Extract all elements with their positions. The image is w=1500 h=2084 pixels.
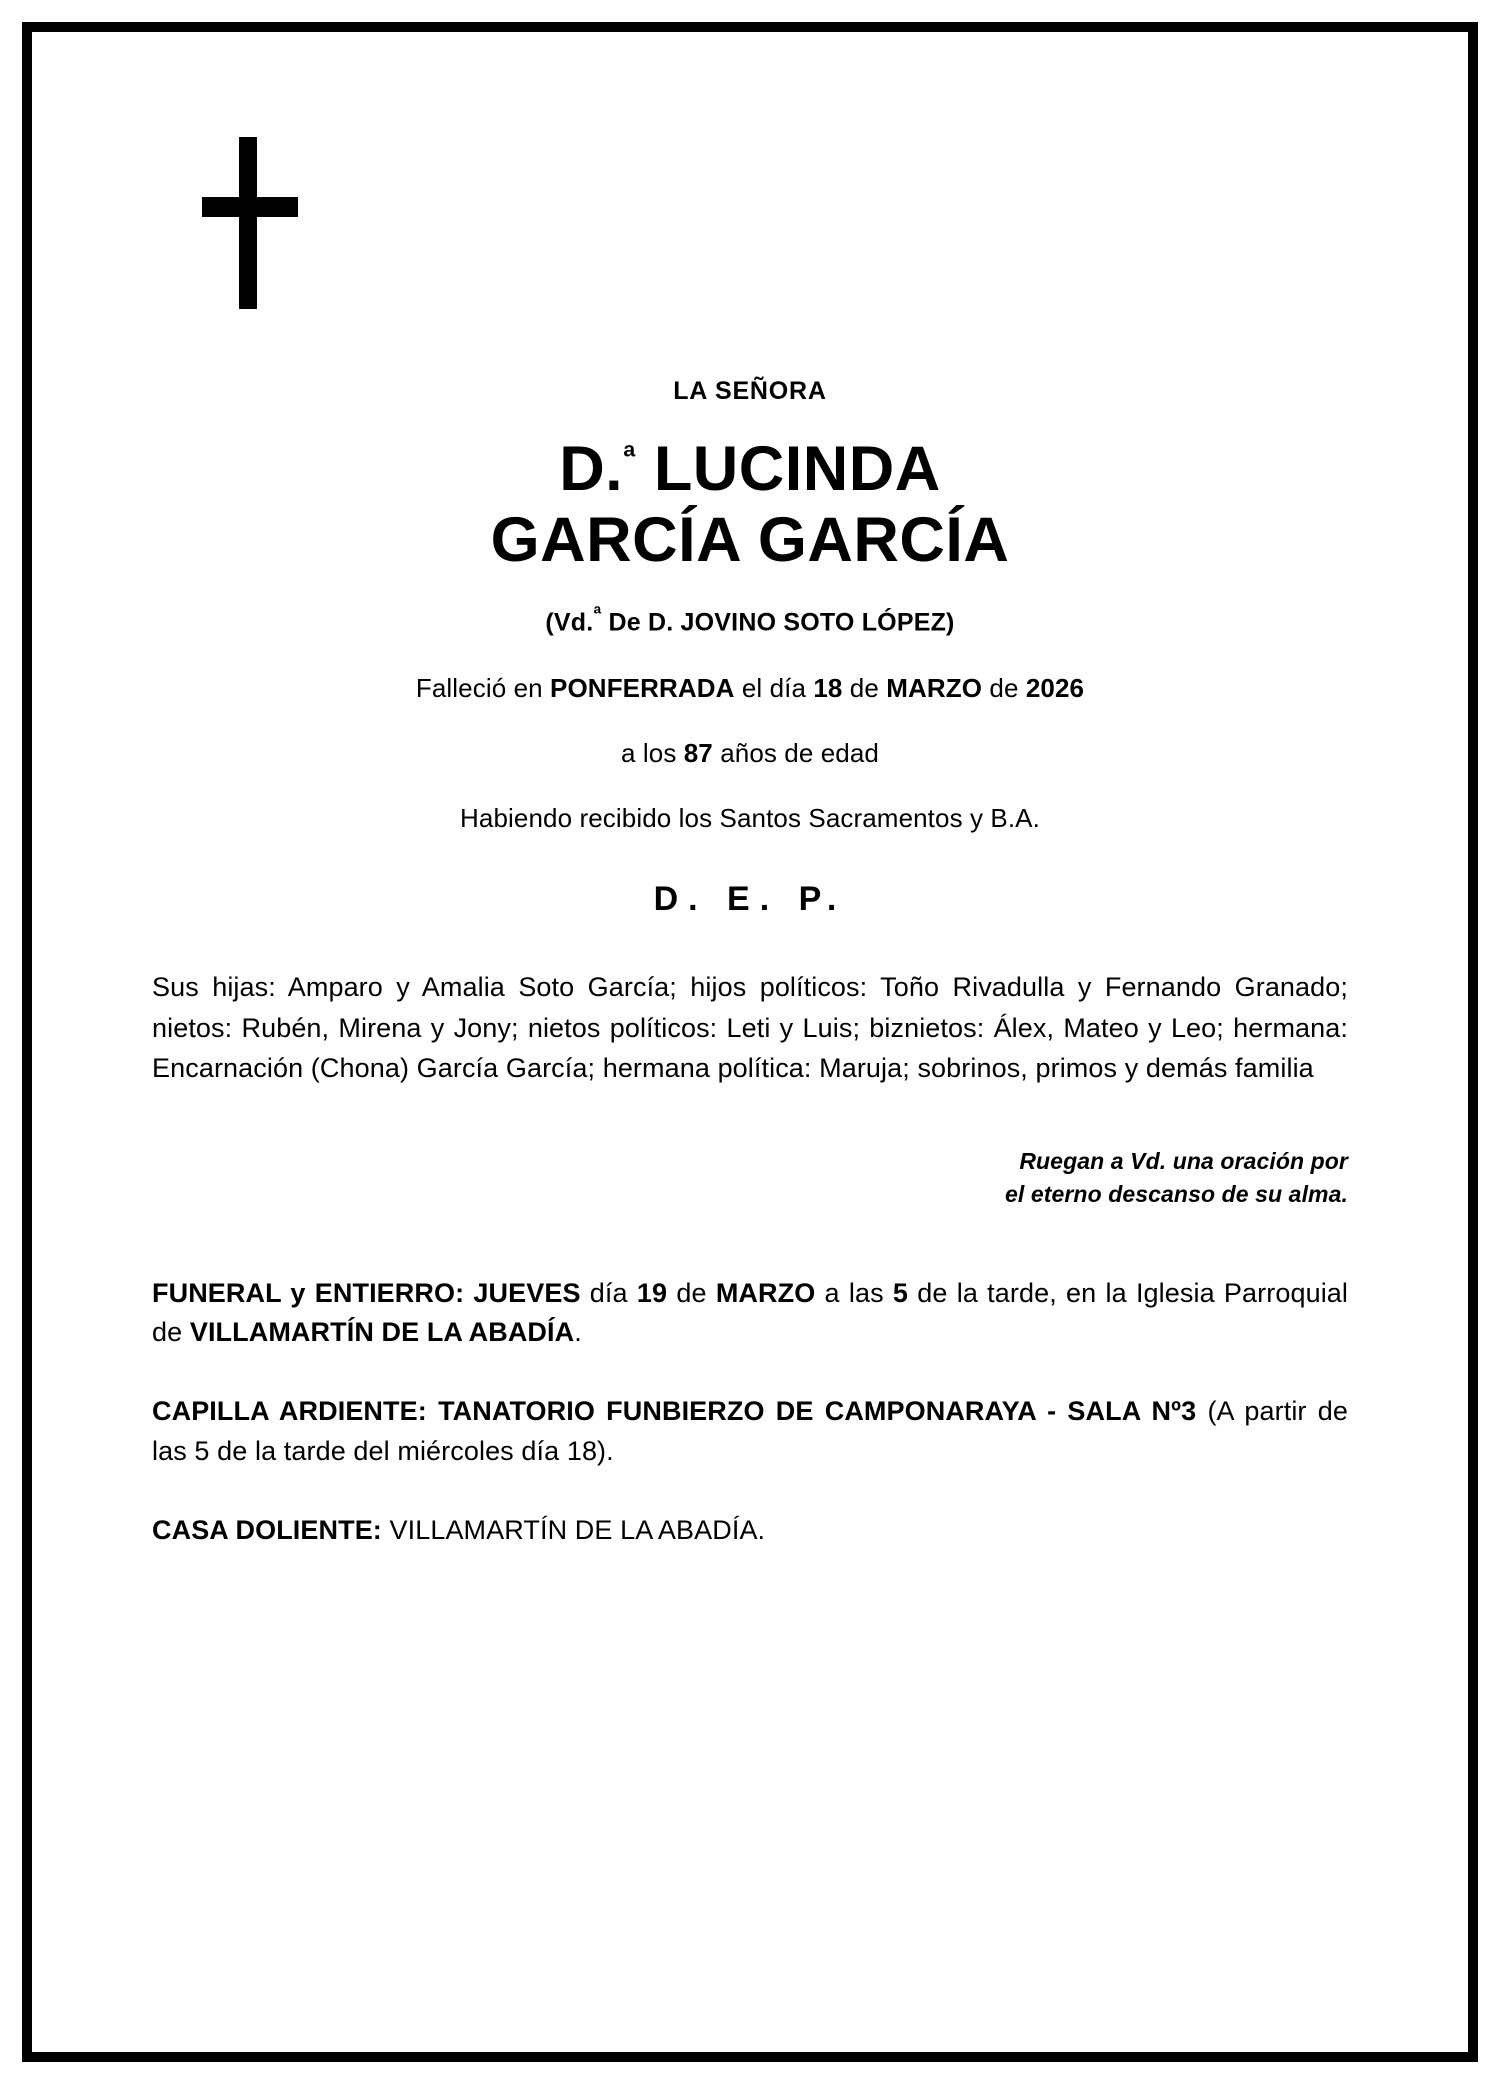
name-given: LUCINDA: [635, 434, 941, 504]
arrangements-section: [152, 1274, 1348, 1551]
mourning-house-value: VILLAMARTÍN DE LA ABADÍA.: [381, 1515, 766, 1546]
cross-vertical-bar: [239, 137, 257, 309]
family-paragraph: Sus hijas: Amparo y Amalia Soto García; hijos políticos: Toño Rivadulla y Fernando Granado; nietos: Rubén, Mirena y Jony; nietos políticos: Leti y Luis; biznietos: Álex, Mateo y Leo; hermana: Encarnación (Chona) García García; hermana política: Maruja; sobrinos, primos y demás familia: [152, 972, 1348, 1084]
deceased-name: [152, 434, 1348, 575]
widow-of-line: [152, 603, 1348, 637]
age-value: 87: [683, 738, 713, 769]
death-day-prefix: el día: [734, 673, 814, 704]
funeral-time-prefix: a las: [815, 1277, 893, 1308]
chapel-of-rest-block: [152, 1392, 1348, 1471]
widow-prefix: (Vd.: [545, 608, 594, 637]
content-column: [152, 377, 1348, 1551]
funeral-weekday: JUEVES: [464, 1277, 581, 1308]
funeral-day-prefix: día: [580, 1277, 637, 1308]
funeral-church: VILLAMARTÍN DE LA ABADÍA: [189, 1317, 575, 1348]
name-honorific-superscript: ª: [623, 438, 636, 475]
funeral-month-prefix: de: [667, 1277, 716, 1308]
page-border-frame: [22, 22, 1478, 2062]
honorific-label: LA SEÑORA: [673, 377, 827, 405]
widow-superscript: ª: [593, 603, 602, 627]
prayer-request-line-2: el eterno descanso de su alma.: [1004, 1181, 1348, 1208]
chapel-venue: TANATORIO FUNBIERZO DE CAMPONARAYA - SALA Nº3: [438, 1396, 1197, 1427]
age-line: [152, 738, 1348, 769]
deceased-name-line-1: [152, 434, 1348, 505]
funeral-time: 5: [892, 1277, 909, 1308]
chapel-separator: :: [417, 1396, 439, 1427]
mourning-house-block: [152, 1511, 1348, 1550]
funeral-location-prefix: de la tarde, en la Iglesia Parroquial de: [152, 1277, 1349, 1348]
name-honorific-prefix: D.: [559, 434, 624, 504]
death-prefix-text: Falleció en: [415, 673, 551, 704]
funeral-end-punctuation: .: [574, 1317, 582, 1348]
deceased-name-line-2: GARCÍA GARCÍA: [490, 504, 1010, 575]
mourning-house-label: CASA DOLIENTE:: [152, 1515, 382, 1546]
prayer-request-line-1: Ruegan a Vd. una oración por: [1019, 1147, 1348, 1174]
death-year: 2026: [1025, 673, 1085, 704]
death-month-prefix: de: [842, 673, 887, 704]
death-year-prefix: de: [982, 673, 1026, 704]
funeral-label: FUNERAL y ENTIERRO:: [152, 1277, 465, 1308]
chapel-note: (A partir de las 5 de la tarde del miércoles día 18).: [152, 1396, 1348, 1466]
funeral-month: MARZO: [715, 1277, 816, 1308]
death-month: MARZO: [886, 673, 983, 704]
frame-inner: [32, 32, 1468, 2052]
funeral-day: 19: [636, 1277, 668, 1308]
christian-cross-icon: [202, 137, 298, 309]
death-place: PONFERRADA: [550, 673, 735, 704]
dep-line: D. E. P.: [653, 880, 847, 919]
cross-horizontal-bar: [202, 197, 298, 217]
prayer-request: [152, 1145, 1348, 1212]
widow-spouse-name: De D. JOVINO SOTO LÓPEZ): [601, 608, 955, 637]
sacraments-line: Habiendo recibido los Santos Sacramentos y B.A.: [460, 803, 1040, 834]
death-day: 18: [813, 673, 843, 704]
age-suffix: años de edad: [712, 738, 879, 769]
age-prefix: a los: [621, 738, 684, 769]
death-place-date: [152, 673, 1348, 704]
funeral-burial-block: [152, 1274, 1348, 1353]
chapel-label: CAPILLA ARDIENTE: [152, 1396, 418, 1427]
